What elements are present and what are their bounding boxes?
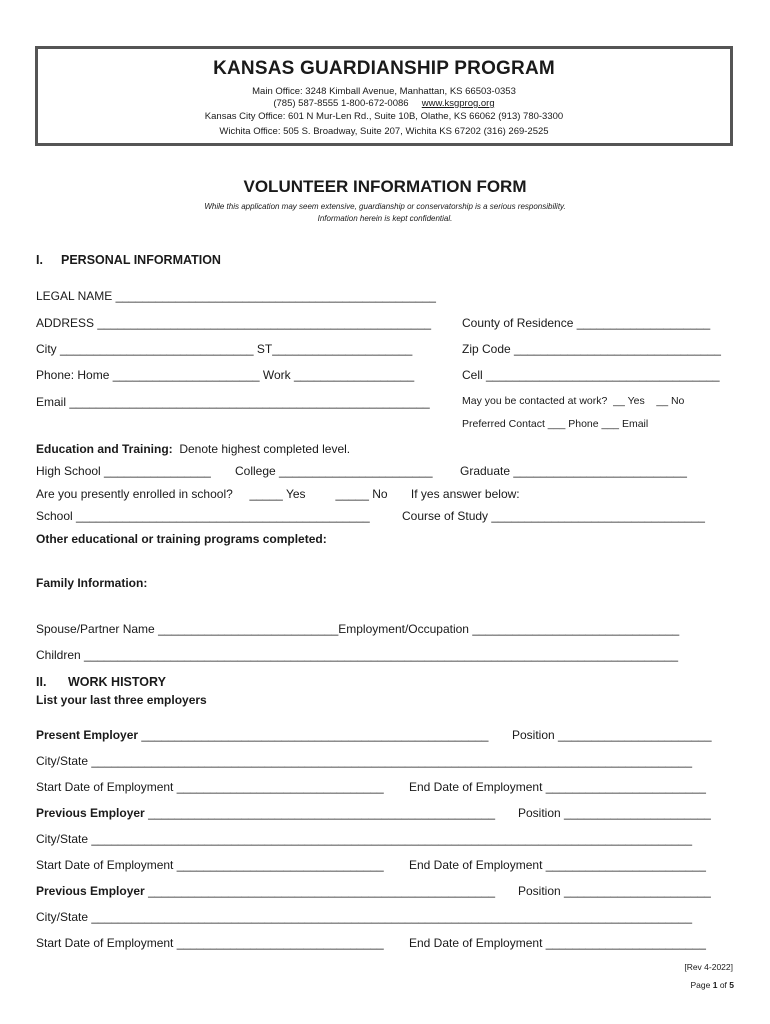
org-name: KANSAS GUARDIANSHIP PROGRAM — [213, 58, 555, 79]
children-field[interactable]: Children _________________________________________________________________________________________ — [36, 648, 678, 662]
start-date-field-1[interactable]: Start Date of Employment _______________________________ — [36, 780, 384, 794]
cell-field[interactable]: Cell ___________________________________ — [462, 368, 720, 382]
zip-field[interactable]: Zip Code _______________________________ — [462, 342, 721, 356]
school-field[interactable]: School ____________________________________________ — [36, 509, 370, 523]
wichita-office: Wichita Office: 505 S. Broadway, Suite 207, Wichita KS 67202 (316) 269-2525 — [219, 126, 549, 137]
position-field-3[interactable]: Position ______________________ — [518, 884, 711, 898]
position-field-1[interactable]: Position _______________________ — [512, 728, 712, 742]
high-school-field[interactable]: High School ________________ — [36, 464, 211, 478]
education-heading — [36, 442, 350, 456]
page-prefix: Page — [690, 980, 713, 990]
revision-label: [Rev 4-2022] — [684, 962, 733, 972]
city-state-field[interactable]: City _____________________________ ST_____________________ — [36, 342, 413, 356]
form-subtitle-1: While this application may seem extensive, guardianship or conservatorship is a serious responsibility. — [204, 202, 566, 211]
kc-office: Kansas City Office: 601 N Mur-Len Rd., Suite 10B, Olathe, KS 66062 (913) 780-3300 — [204, 111, 564, 122]
work-history-subheading: List your last three employers — [36, 693, 207, 707]
education-label: Education and Training: — [36, 442, 173, 456]
end-date-field-2[interactable]: End Date of Employment ________________________ — [409, 858, 706, 872]
spouse-field[interactable]: Spouse/Partner Name ___________________________Employment/Occupation _______________________________ — [36, 622, 680, 636]
email-field[interactable]: Email ______________________________________________________ — [36, 395, 430, 409]
end-date-field-3[interactable]: End Date of Employment ________________________ — [409, 936, 706, 950]
previous-employer-line-2: ____________________________________________________ — [148, 884, 496, 898]
previous-employer-line-1: ____________________________________________________ — [148, 806, 496, 820]
present-employer-field[interactable] — [36, 728, 488, 742]
previous-employer-field-1[interactable] — [36, 806, 495, 820]
previous-employer-label-2: Previous Employer — [36, 884, 145, 898]
preferred-contact-field[interactable]: Preferred Contact ___ Phone ___ Email — [462, 418, 649, 430]
family-heading: Family Information: — [36, 576, 148, 590]
section-1-heading: PERSONAL INFORMATION — [61, 253, 221, 267]
city-state-field-3[interactable]: City/State __________________________________________________________________________________________ — [36, 910, 692, 924]
enrolled-field[interactable]: Are you presently enrolled in school? _____ Yes _____ No If yes answer below: — [36, 487, 520, 501]
address-field[interactable]: ADDRESS __________________________________________________ — [36, 316, 432, 330]
form-title: VOLUNTEER INFORMATION FORM — [243, 177, 527, 196]
page-number — [691, 980, 735, 990]
college-field[interactable]: College _______________________ — [235, 464, 433, 478]
course-field[interactable]: Course of Study ________________________________ — [402, 509, 705, 523]
section-2-number: II. — [36, 675, 47, 689]
present-employer-label: Present Employer — [36, 728, 139, 742]
end-date-field-1[interactable]: End Date of Employment ________________________ — [409, 780, 706, 794]
present-employer-line: ____________________________________________________ — [141, 728, 489, 742]
website-link[interactable]: www.ksgprog.org — [421, 98, 495, 109]
phones-line — [38, 98, 730, 110]
graduate-field[interactable]: Graduate __________________________ — [460, 464, 687, 478]
education-instruction: Denote highest completed level. — [179, 442, 351, 456]
start-date-field-2[interactable]: Start Date of Employment _______________________________ — [36, 858, 384, 872]
contact-at-work-field[interactable]: May you be contacted at work? __ Yes __ No — [462, 395, 685, 407]
form-subtitle-2: Information herein is kept confidential. — [317, 214, 453, 223]
section-2-heading: WORK HISTORY — [68, 675, 166, 689]
county-field[interactable]: County of Residence ____________________ — [462, 316, 711, 330]
phone-field[interactable]: Phone: Home ______________________ Work __________________ — [36, 368, 415, 382]
legal-name-field[interactable]: LEGAL NAME ________________________________________________ — [36, 289, 436, 303]
section-1-number: I. — [36, 253, 43, 267]
city-state-field-2[interactable]: City/State __________________________________________________________________________________________ — [36, 832, 692, 846]
page-total: 5 — [729, 980, 734, 990]
page-of: of — [717, 980, 730, 990]
main-office: Main Office: 3248 Kimball Avenue, Manhattan, KS 66503-0353 — [252, 86, 516, 97]
city-state-field-1[interactable]: City/State __________________________________________________________________________________________ — [36, 754, 692, 768]
previous-employer-field-2[interactable] — [36, 884, 495, 898]
previous-employer-label-1: Previous Employer — [36, 806, 145, 820]
page-current: 1 — [712, 980, 718, 990]
position-field-2[interactable]: Position ______________________ — [518, 806, 711, 820]
start-date-field-3[interactable]: Start Date of Employment _______________________________ — [36, 936, 384, 950]
header-box — [35, 46, 733, 146]
other-programs-label: Other educational or training programs completed: — [36, 532, 327, 546]
phone-numbers: (785) 587-8555 1-800-672-0086 — [273, 98, 409, 109]
